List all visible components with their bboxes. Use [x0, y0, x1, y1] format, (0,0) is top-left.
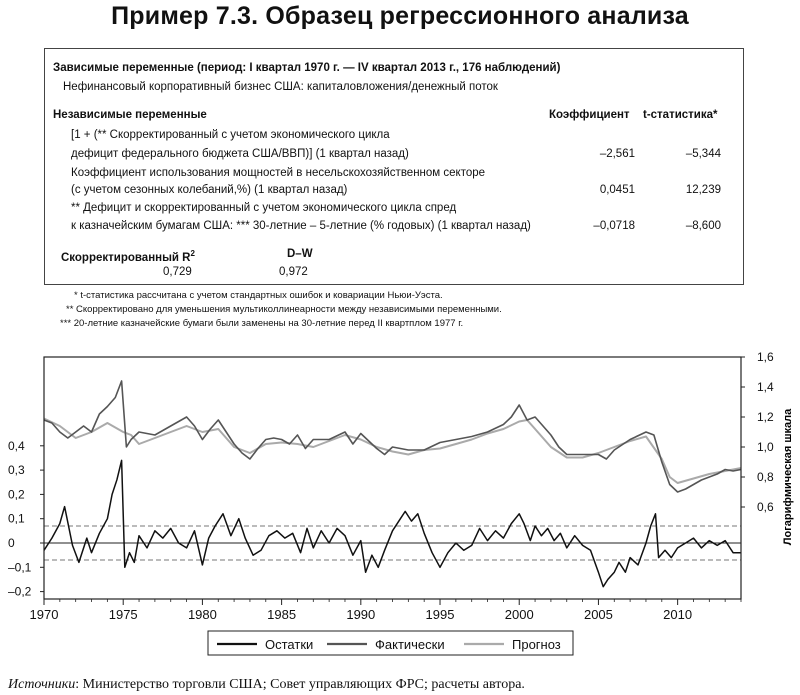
footnote-1-mark: * — [74, 290, 78, 301]
row-1-line-1: [1 + (** Скорректированный с учетом экономического цикла — [71, 129, 390, 141]
row-2-coefficient: 0,0451 — [599, 184, 635, 196]
dependent-header: Зависимые переменные (период: I квартал 1970 г. — IV квартал 2013 г., 176 наблюдений) — [53, 62, 561, 74]
row-3-line-1: ** Дефицит и скорректированный с учетом экономического цикла спред — [71, 202, 457, 214]
row-3-line-2: к казначейским бумагам США: *** 30-летние – 5-летние (% годовых) (1 квартал назад) — [71, 220, 531, 232]
footnote-2-text: Скорректировано для уменьшения мультиколлинеарности между независимыми переменными. — [76, 304, 502, 315]
y-right-tick-label-3: 1,2 — [757, 410, 774, 424]
x-tick-label-1975: 1975 — [108, 607, 138, 622]
series-actual — [44, 381, 741, 492]
y-left-tick-label-4: 0,2 — [8, 487, 25, 502]
legend — [208, 631, 573, 655]
row-3-coefficient: –0,0718 — [593, 220, 635, 232]
series-forecast — [44, 419, 741, 484]
row-1-line-2: дефицит федерального бюджета США/ВВП)] (1 квартал назад) — [71, 148, 409, 160]
x-tick-label-2000: 2000 — [504, 607, 534, 622]
source-note — [8, 677, 525, 693]
row-2-line-2: (с учетом сезонных колебаний,%) (1 квартал назад) — [71, 184, 348, 196]
footnote-3-text: 20-летние казначейские бумаги были заменены на 30-летние перед II квартплом 1977 г. — [73, 318, 464, 329]
regression-table — [44, 48, 744, 285]
footnote-3-mark: *** — [60, 318, 72, 329]
y-left-tick-label-3: 0,1 — [8, 511, 25, 526]
x-tick-label-2005: 2005 — [583, 607, 613, 622]
legend-label-2: Фактически — [375, 637, 445, 652]
footnote-2-mark: ** — [66, 304, 74, 315]
dw-label: D–W — [287, 248, 313, 260]
y-left-tick-label-6: 0,4 — [8, 438, 25, 453]
adjusted-r2-value: 0,729 — [163, 266, 192, 278]
plot-layer — [44, 381, 741, 587]
y-left-tick-label-0: –0,2 — [8, 584, 32, 599]
y-left-tick-label-5: 0,3 — [8, 463, 25, 478]
row-3-t-stat: –8,600 — [685, 220, 721, 232]
footnote-1-text: t-статистика рассчитана с учетом стандартных ошибок и ковариации Ньюи-Уэста. — [80, 290, 443, 301]
dw-value: 0,972 — [279, 266, 308, 278]
series-residuals — [44, 460, 741, 586]
y-right-tick-label-2: 1,0 — [757, 440, 774, 454]
y-right-tick-label-5: 1,6 — [757, 350, 774, 364]
t-stat-header: t-статистика* — [643, 109, 718, 121]
adjusted-r2-label — [61, 247, 195, 265]
adjusted-r2-text: Скорректированный R — [61, 251, 191, 264]
row-1-coefficient: –2,561 — [599, 148, 635, 160]
y-right-tick-label-1: 0,8 — [757, 470, 774, 484]
dependent-variable: Нефинансовый корпоративный бизнес США: капиталовложения/денежный поток — [63, 81, 498, 93]
x-tick-label-1990: 1990 — [346, 607, 376, 622]
y-left-tick-label-2: 0 — [8, 536, 15, 550]
x-tick-label-1995: 1995 — [425, 607, 455, 622]
y-left-tick-label-1: –0,1 — [8, 560, 32, 575]
independent-header: Независимые переменные — [53, 109, 207, 121]
source-label: Источники — [8, 677, 76, 692]
x-tick-label-1970: 1970 — [29, 607, 59, 622]
row-2-line-1: Коэффициент использования мощностей в несельскохозяйственном секторе — [71, 167, 486, 179]
coefficient-header: Коэффициент — [549, 109, 630, 121]
source-text: : Министерство торговли США; Совет управляющих ФРС; расчеты автора. — [75, 677, 525, 692]
legend-label-1: Остатки — [265, 637, 314, 652]
regression-chart — [0, 300, 800, 695]
x-tick-label-1980: 1980 — [187, 607, 217, 622]
right-axis-label: Логарифмическая шкала — [782, 408, 794, 546]
row-1-t-stat: –5,344 — [685, 148, 721, 160]
row-2-t-stat: 12,239 — [685, 184, 721, 196]
y-right-tick-label-0: 0,6 — [757, 500, 774, 514]
legend-label-3: Прогноз — [512, 637, 561, 652]
x-tick-label-1985: 1985 — [267, 607, 297, 622]
adjusted-r2-sup: 2 — [190, 249, 195, 258]
y-right-tick-label-4: 1,4 — [757, 380, 774, 394]
page-title: Пример 7.3. Образец регрессионного анализа — [111, 2, 689, 30]
x-tick-label-2010: 2010 — [663, 607, 693, 622]
